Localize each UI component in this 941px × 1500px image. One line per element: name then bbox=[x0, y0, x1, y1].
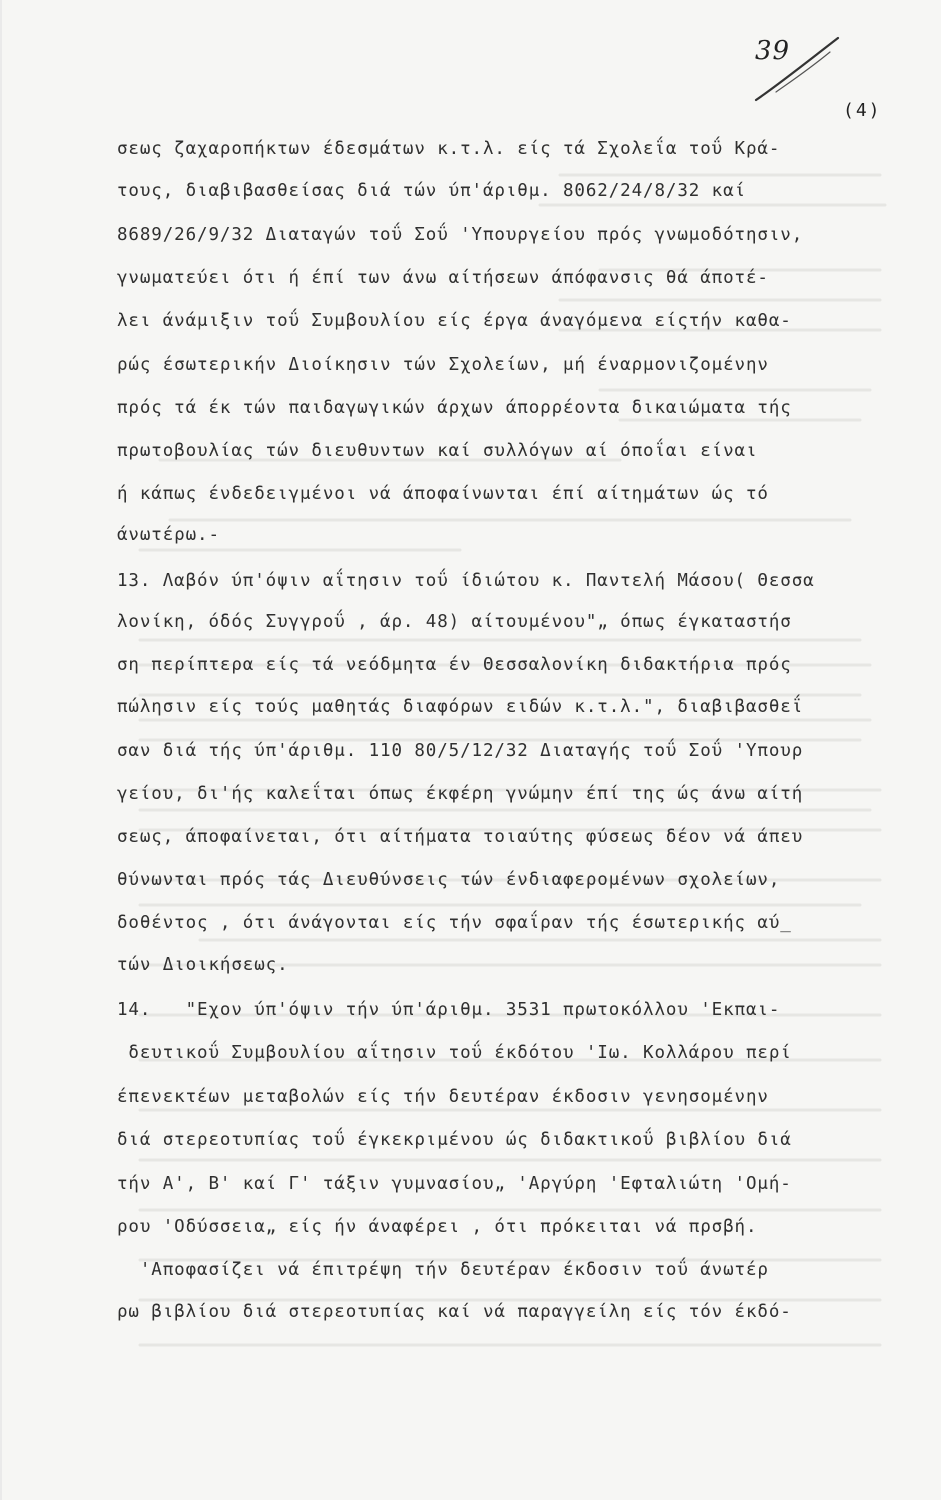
text-line: σαν διά τής ύπ'άριθμ. 110 80/5/12/32 Διαταγής τοΰ Σοΰ 'Υπουρ bbox=[117, 741, 804, 761]
text-line: σεως, άποφαίνεται, ότι αίτήματα τοιαύτης φύσεως δέον νά άπευ bbox=[117, 827, 804, 847]
text-line: σεως ζαχαροπήκτων έδεσμάτων κ.τ.λ. είς τά Σχολεΐα τοΰ Κρά- bbox=[117, 139, 781, 159]
text-line: τήν Α', Β' καί Γ' τάξιν γυμνασίου„ 'Αργύρη 'Εφταλιώτη 'Ομή- bbox=[117, 1174, 792, 1194]
text-line: 13. Λαβόν ύπ'όψιν αΐτησιν τοΰ ίδιώτου κ. Παντελή Μάσου( Θεσσα bbox=[117, 571, 815, 591]
text-line: τους, διαβιβασθείσας διά τών ύπ'άριθμ. 8062/24/8/32 καί bbox=[117, 181, 746, 201]
text-line: ρου 'Οδύσσεια„ είς ήν άναφέρει , ότι πρόκειται νά πρσβή. bbox=[117, 1217, 758, 1237]
text-line: διά στερεοτυπίας τοΰ έγκεκριμένου ώς διδακτικοΰ βιβλίου διά bbox=[117, 1130, 792, 1150]
text-line: θύνωνται πρός τάς Διευθύνσεις τών ένδιαφερομένων σχολείων, bbox=[117, 870, 781, 890]
text-line: λει άνάμιξιν τοΰ Συμβουλίου είς έργα άναγόμενα είςτήν καθα- bbox=[117, 311, 792, 331]
text-line: 14. "Εχον ύπ'όψιν τήν ύπ'άριθμ. 3531 πρωτοκόλλου 'Εκπαι- bbox=[117, 1000, 781, 1020]
text-line: έπενεκτέων μεταβολών είς τήν δευτέραν έκδοσιν γενησομένην bbox=[117, 1087, 769, 1107]
text-line: 'Αποφασίζει νά έπιτρέψη τήν δευτέραν έκδοσιν τοΰ άνωτέρ bbox=[117, 1260, 769, 1280]
text-line: πώλησιν είς τούς μαθητάς διαφόρων ειδών κ.τ.λ.", διαβιβασθεΐ bbox=[117, 697, 804, 717]
text-line: λονίκη, όδός Συγγροΰ , άρ. 48) αίτουμένου"„ όπως έγκαταστήσ bbox=[117, 612, 792, 632]
page-number: (4) bbox=[843, 100, 882, 121]
text-line: ση περίπτερα είς τά νεόδμητα έν Θεσσαλονίκη διδακτήρια πρός bbox=[117, 655, 792, 675]
text-line: πρωτοβουλίας τών διευθυντων καί συλλόγων αί όποΐαι είναι bbox=[117, 441, 758, 461]
text-line: 8689/26/9/32 Διαταγών τοΰ Σοΰ 'Υπουργείου πρός γνωμοδότησιν, bbox=[117, 225, 804, 245]
text-line: ή κάπως ένδεδειγμένοι νά άποφαίνωνται έπί αίτημάτων ώς τό bbox=[117, 484, 769, 504]
text-line: δευτικοΰ Συμβουλίου αΐτησιν τοΰ έκδότου 'Ιω. Κολλάρου περί bbox=[117, 1043, 792, 1063]
text-line: γείου, δι'ής καλεΐται όπως έκφέρη γνώμην έπί της ώς άνω αίτή bbox=[117, 784, 804, 804]
text-line: άνωτέρω.- bbox=[117, 525, 220, 545]
text-line: πρός τά έκ τών παιδαγωγικών άρχων άπορρέοντα δικαιώματα τής bbox=[117, 398, 792, 418]
folio-handwritten-number: 39 bbox=[755, 36, 791, 66]
text-line: ρώς έσωτερικήν Διοίκησιν τών Σχολείων, μή έναρμονιζομένην bbox=[117, 355, 769, 375]
folio-slash-mark bbox=[748, 30, 848, 110]
text-line: γνωματεύει ότι ή έπί των άνω αίτήσεων άπόφανσις θά άποτέ- bbox=[117, 268, 769, 288]
text-line: ρω βιβλίου διά στερεοτυπίας καί νά παραγγείλη είς τόν έκδό- bbox=[117, 1302, 792, 1322]
text-line: δοθέντος , ότι άνάγονται είς τήν σφαΐραν τής έσωτερικής αύ_ bbox=[117, 913, 792, 933]
text-line: τών Διοικήσεως. bbox=[117, 955, 289, 975]
